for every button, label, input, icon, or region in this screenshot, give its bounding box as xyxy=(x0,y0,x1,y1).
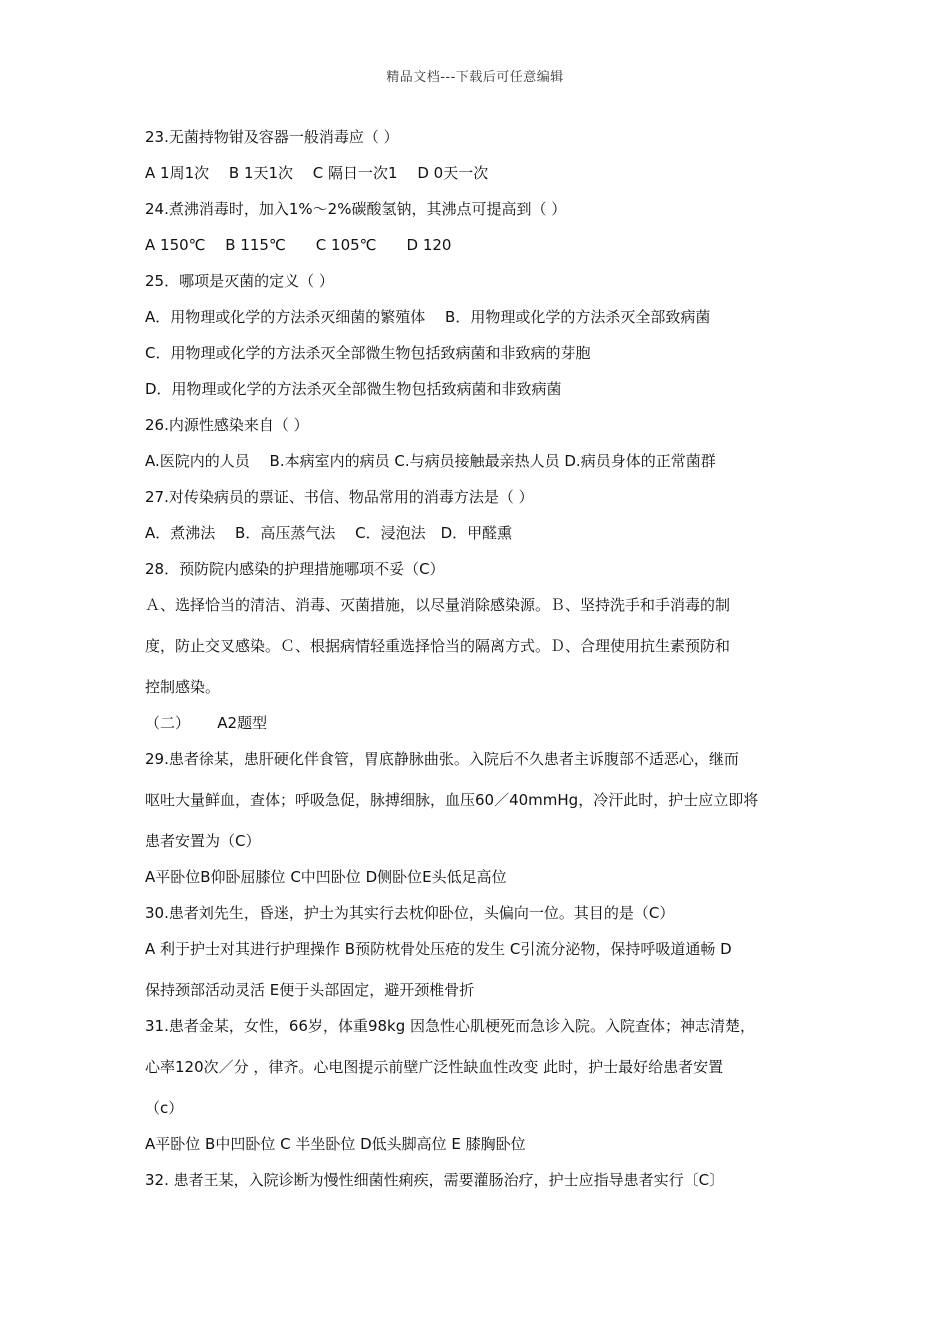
question-31-line3: （c） xyxy=(145,1099,184,1117)
options-29: A平卧位B仰卧屈膝位 C中凹卧位 D侧卧位E头低足高位 xyxy=(145,868,507,886)
question-31-line1: 31.患者金某，女性，66岁，体重98kg 因急性心肌梗死而急诊入院。入院查体；神志清楚， xyxy=(145,1017,756,1035)
section-heading-a2: （二） A2题型 xyxy=(145,714,268,732)
options-23: A 1周1次 B 1天1次 C 隔日一次1 D 0天一次 xyxy=(145,164,489,182)
question-25: 25．哪项是灭菌的定义（ ） xyxy=(145,272,334,290)
question-32: 32. 患者王某，入院诊断为慢性细菌性痢疾，需要灌肠治疗，护士应指导患者实行〔C〕 xyxy=(145,1171,725,1189)
options-25-c: C．用物理或化学的方法杀灭全部微生物包括致病菌和非致病的芽胞 xyxy=(145,344,591,362)
options-25-ab: A．用物理或化学的方法杀灭细菌的繁殖体 B．用物理或化学的方法杀灭全部致病菌 xyxy=(145,308,711,326)
options-28-line2: 度，防止交叉感染。Ｃ、根据病情轻重选择恰当的隔离方式。Ｄ、合理使用抗生素预防和 xyxy=(145,637,731,655)
options-27: A．煮沸法 B．高压蒸气法 C．浸泡法 D．甲醛熏 xyxy=(145,524,513,542)
question-31-line2: 心率120次／分 ，律齐。心电图提示前壁广泛性缺血性改变 此时，护士最好给患者安置 xyxy=(145,1058,724,1076)
options-30-line1: A 利于护士对其进行护理操作 B预防枕骨处压疮的发生 C引流分泌物，保持呼吸道通畅 D xyxy=(145,940,732,958)
options-26: A.医院内的人员 B.本病室内的病员 C.与病员接触最亲热人员 D.病员身体的正常菌群 xyxy=(145,452,716,470)
options-28-line1: Ａ、选择恰当的清洁、消毒、灭菌措施，以尽量消除感染源。Ｂ、坚持洗手和手消毒的制 xyxy=(145,596,731,614)
question-29-line1: 29.患者徐某，患肝硬化伴食管，胃底静脉曲张。入院后不久患者主诉腹部不适恶心，继而 xyxy=(145,750,739,768)
question-30: 30.患者刘先生，昏迷，护士为其实行去枕仰卧位，头偏向一位。其目的是（C） xyxy=(145,904,675,922)
page-header: 精品文档---下载后可任意编辑 xyxy=(386,70,564,85)
question-23: 23.无菌持物钳及容器一般消毒应（ ） xyxy=(145,128,399,146)
question-27: 27.对传染病员的票证、书信、物品常用的消毒方法是（ ） xyxy=(145,488,534,506)
question-29-line3: 患者安置为（C） xyxy=(145,832,261,850)
question-26: 26.内源性感染来自（ ） xyxy=(145,416,309,434)
question-29-line2: 呕吐大量鲜血，查体；呼吸急促，脉搏细脉，血压60／40mmHg，冷汗此时，护士应立即将 xyxy=(145,791,759,809)
options-25-d: D．用物理或化学的方法杀灭全部微生物包括致病菌和非致病菌 xyxy=(145,380,562,398)
options-28-line3: 控制感染。 xyxy=(145,678,221,696)
options-31: A平卧位 B中凹卧位 C 半坐卧位 D低头脚高位 E 膝胸卧位 xyxy=(145,1135,526,1153)
options-30-line2: 保持颈部活动灵活 E便于头部固定，避开颈椎骨折 xyxy=(145,981,475,999)
question-28: 28．预防院内感染的护理措施哪项不妥（C） xyxy=(145,560,445,578)
question-24: 24.煮沸消毒时，加入1%～2%碳酸氢钠，其沸点可提高到（ ） xyxy=(145,200,567,218)
options-24: A 150℃ B 115℃ C 105℃ D 120 xyxy=(145,236,452,254)
